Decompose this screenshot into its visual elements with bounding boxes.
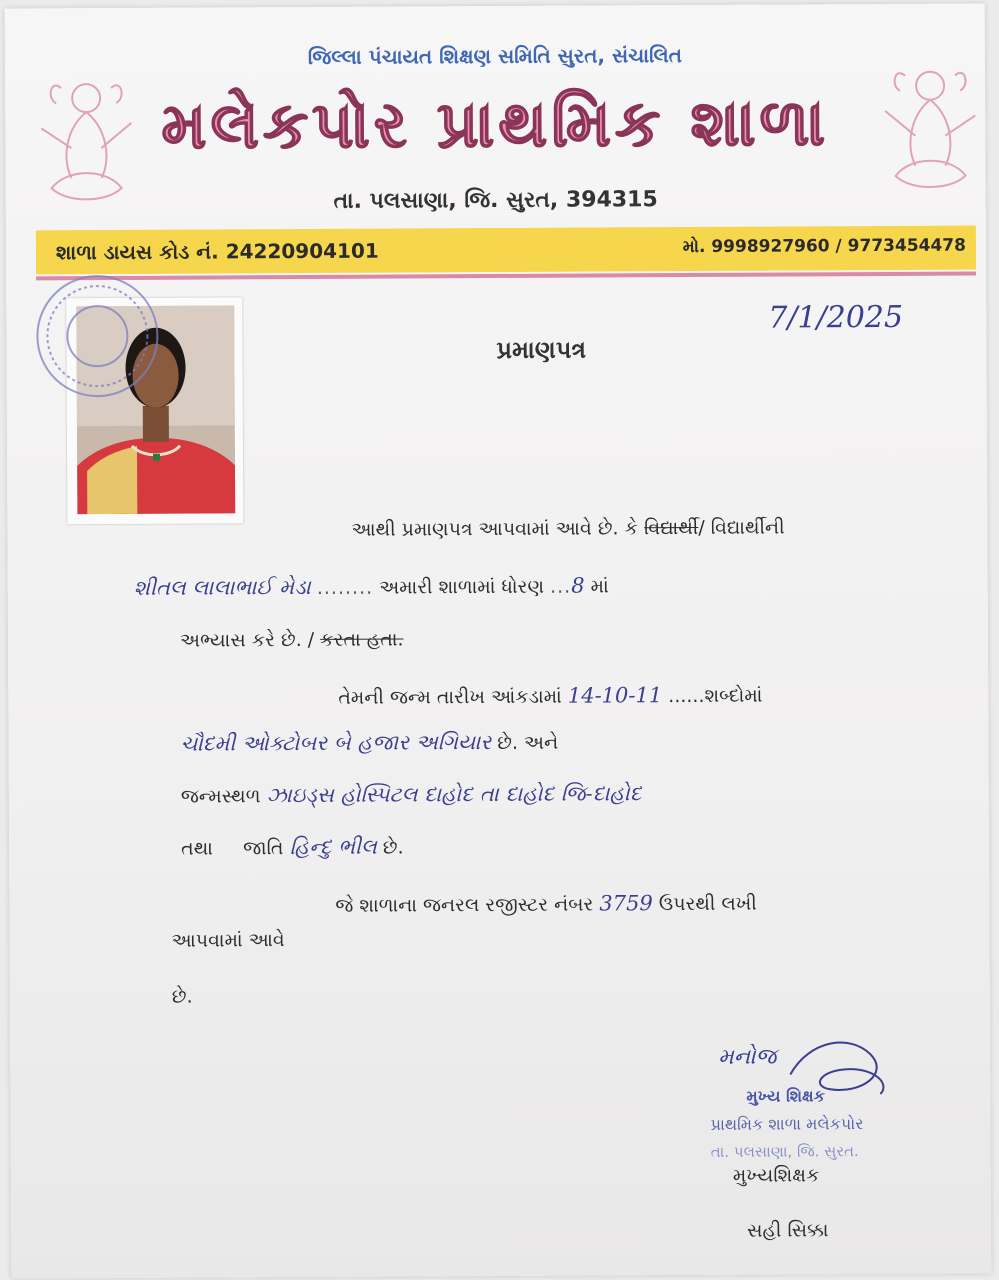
words-text: ......શબ્દોમાં [668, 684, 763, 708]
slash: / [698, 516, 705, 539]
caste-line [181, 834, 404, 860]
school-name: મલેકપોર પ્રાથમિક શાળા [161, 86, 830, 164]
register-line [335, 891, 757, 917]
birthplace-label: જન્મસ્થળ [180, 785, 261, 808]
man-text: માં [590, 575, 609, 598]
student-name: શીતલ લાલાભાઈ મેડા [133, 574, 311, 600]
grade-value: 8 [571, 573, 585, 598]
register-suffix: ઉપરથી લખી [658, 892, 757, 916]
dob-numeric: 14-10-11 [567, 683, 663, 708]
vidyarthini: વિદ્યાર્થીની [710, 516, 785, 539]
name-line [134, 573, 609, 600]
head-teacher-label: મુખ્યશિક્ષક [732, 1164, 820, 1187]
school-stamp [24, 266, 171, 407]
grade-dots: ... [550, 575, 572, 598]
dob-words: ચૌદમી ઓક્ટોબર બે હજાર અગિયાર [180, 730, 492, 756]
caste-label: જાતિ [243, 837, 284, 860]
signature-mark: મનોજ [718, 1044, 777, 1070]
study-line [180, 628, 404, 651]
seal-title: મુખ્ય શિક્ષક [746, 1086, 825, 1106]
name-dots: ........ [316, 576, 374, 599]
given-line: આપવામાં આવે [171, 929, 285, 952]
phone-numbers: મો. 9998927960 / 9773454478 [682, 235, 966, 258]
caste-value: હિન્દુ ભીલ [289, 834, 377, 860]
dob-text: તેમની જન્મ તારીખ આંકડામાં [338, 685, 562, 709]
final-line: છે. [171, 985, 193, 1008]
seal-school: પ્રાથમિક શાળા મલેકપોર [710, 1114, 864, 1134]
birthplace-line [181, 781, 642, 808]
school-address: તા. પલસાણા, જિ. સુરત, 394315 [333, 187, 658, 214]
certificate-paper [5, 3, 992, 1278]
dise-code: શાળા ડાયસ કોડ નં. 24220904101 [55, 238, 379, 265]
dob-words-line [180, 730, 558, 757]
intro-text: આથી પ્રમાણપત્ર આપવામાં આવે છે. કે [351, 517, 639, 541]
study-struck: કરતા હતા. [320, 628, 404, 651]
register-text: જે શાળાના જનરલ રજીસ્ટર નંબર [335, 893, 594, 917]
certificate-date: 7/1/2025 [768, 299, 904, 336]
register-number: 3759 [599, 891, 653, 916]
caste-prefix: તથા [181, 837, 213, 860]
birthplace-value: ઝાઇડ્સ હોસ્પિટલ દાહોદ તા દાહોદ જિ-દાહોદ [266, 781, 642, 808]
dob-line [338, 683, 762, 709]
intro-line [351, 516, 784, 540]
seal-place: તા. પલસાણા, જિ. સુરત. [710, 1142, 859, 1161]
and-text: છે. અને [497, 731, 559, 755]
certificate-heading: પ્રમાણપત્ર [496, 335, 587, 365]
caste-suffix: છે. [382, 836, 404, 859]
header-tagline: જિલ્લા પંચાયત શિક્ષણ સમિતિ સુરત, સંચાલિત [307, 43, 683, 69]
study-text: અભ્યાસ કરે છે. / [179, 628, 315, 652]
vidyarthi-struck: વિદ્યાર્થી [643, 516, 699, 540]
sign-seal-label: સહી સિક્કા [747, 1219, 829, 1242]
school-grade-text: અમારી શાળામાં ધોરણ [379, 575, 545, 599]
